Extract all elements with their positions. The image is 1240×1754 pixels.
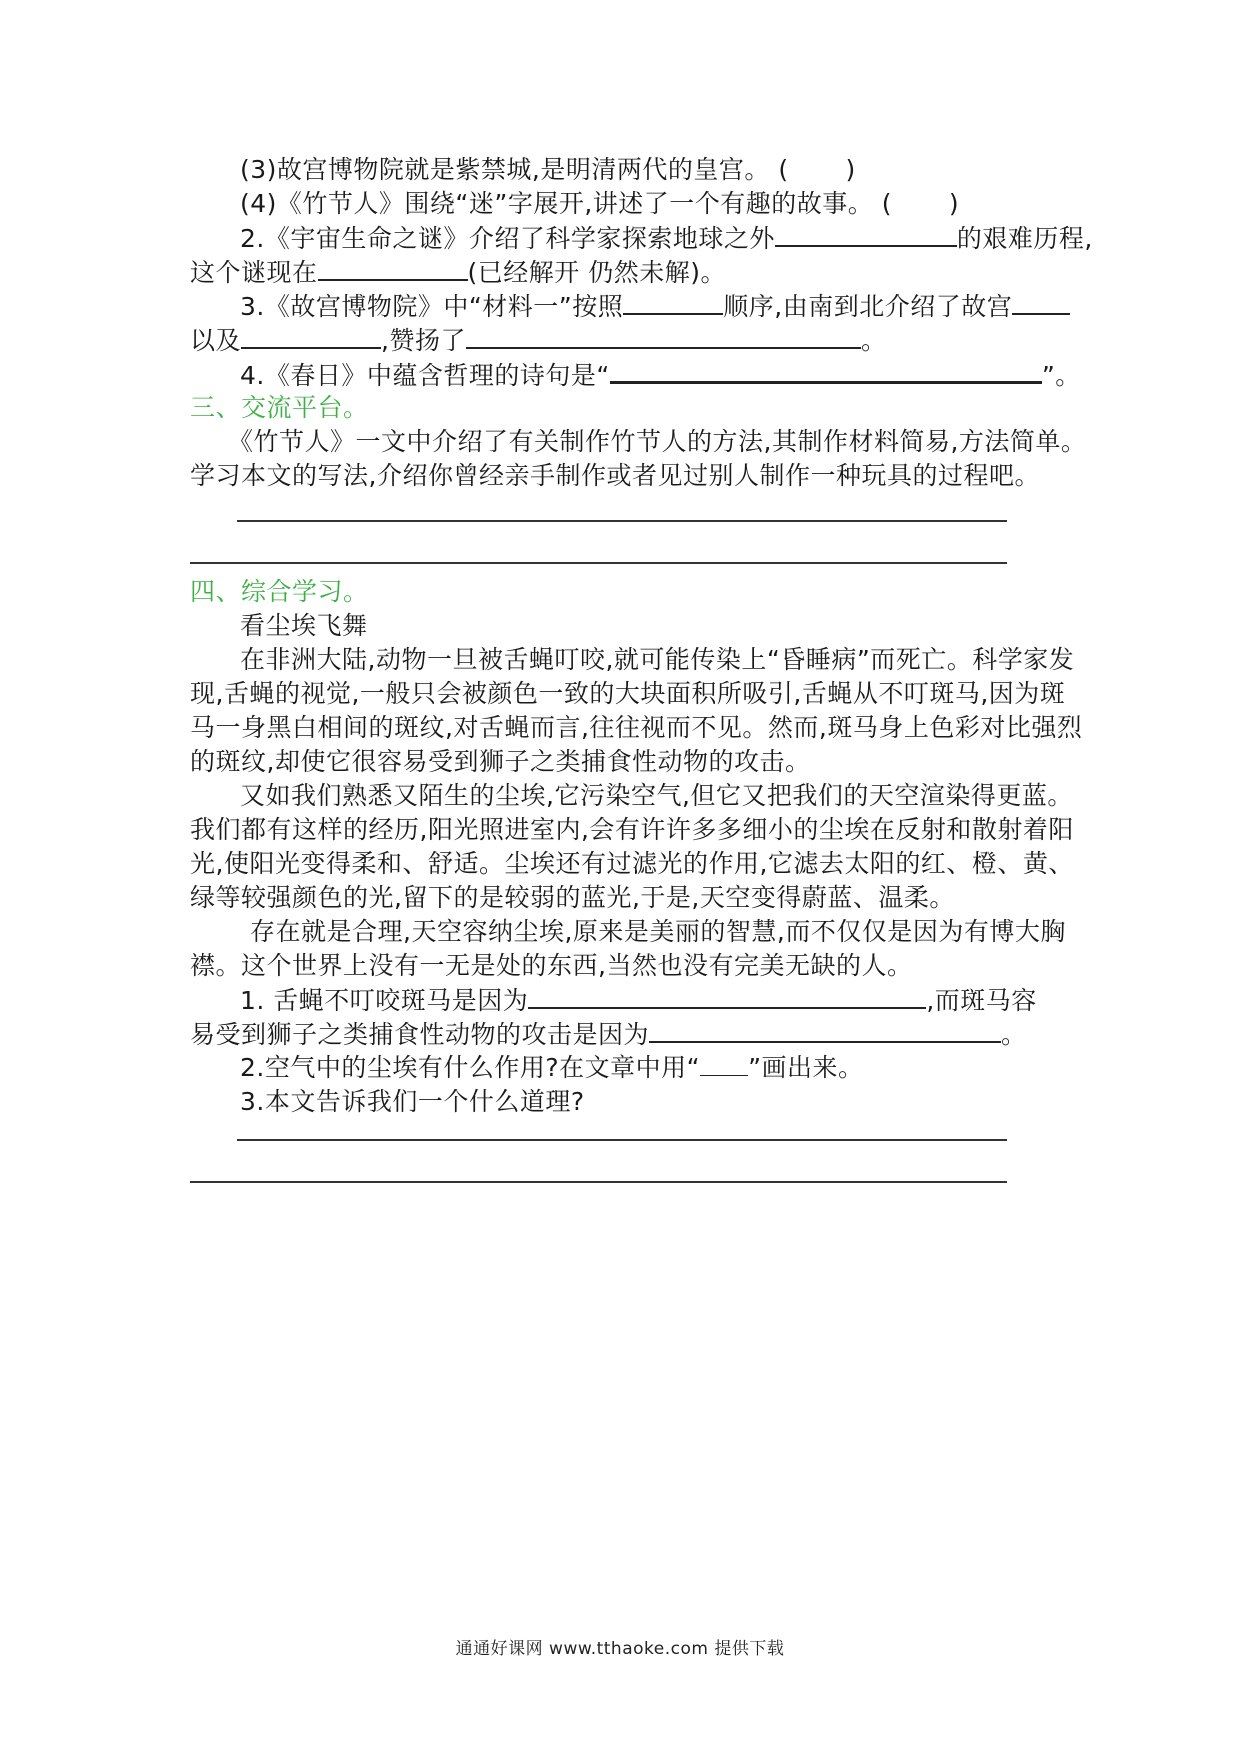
answer-line[interactable]: [237, 520, 1007, 522]
underline-sample: [700, 1053, 748, 1076]
answer-paren-close: ): [948, 189, 960, 218]
question-3-line-2: [190, 323, 886, 358]
fill-blank[interactable]: [241, 323, 381, 349]
comprehension-question-1-text-d: 。: [1001, 1020, 1027, 1049]
comprehension-question-2-text-b: ”画出来。: [748, 1053, 864, 1082]
fill-blank[interactable]: [528, 983, 926, 1009]
article-paragraph-2-line: 我们都有这样的经历,阳光照进室内,会有许许多多细小的尘埃在反射和散射着阳: [190, 815, 1074, 844]
article-paragraph-3-line: 襟。这个世界上没有一无是处的东西,当然也没有完美无缺的人。: [190, 951, 913, 980]
question-1-4: [240, 187, 959, 221]
question-2-text-d: (已经解开 仍然未解)。: [467, 258, 726, 287]
article-paragraph-2-line: 又如我们熟悉又陌生的尘埃,它污染空气,但它又把我们的天空渲染得更蓝。: [240, 781, 1073, 810]
article-paragraph-3-line: 存在就是合理,天空容纳尘埃,原来是美丽的智慧,而不仅仅是因为有博大胸: [250, 917, 1066, 946]
question-4: [240, 357, 1081, 393]
question-2-text-a: 2.《宇宙生命之谜》介绍了科学家探索地球之外: [240, 224, 775, 253]
article-paragraph-2-line: 光,使阳光变得柔和、舒适。尘埃还有过滤光的作用,它滤去太阳的红、橙、黄、: [190, 849, 1074, 878]
question-3-text-a: 3.《故宫博物院》中“材料一”按照: [240, 292, 624, 321]
question-3-text-e: 。: [860, 326, 887, 355]
fill-blank[interactable]: [1012, 289, 1070, 315]
article-title: 看尘埃飞舞: [240, 611, 368, 640]
question-1-3: [240, 153, 856, 187]
section-3-paragraph-2: 学习本文的写法,介绍你曾经亲手制作或者见过别人制作一种玩具的过程吧。: [190, 461, 1040, 490]
question-2-text-c: 这个谜现在: [190, 258, 318, 287]
comprehension-question-1-line-1: [240, 983, 1037, 1018]
fill-blank[interactable]: [466, 323, 861, 349]
fill-blank[interactable]: [318, 255, 468, 281]
question-1-3-text: (3)故宫博物院就是紫禁城,是明清两代的皇宫。: [240, 155, 770, 184]
fill-blank[interactable]: [610, 357, 1042, 384]
answer-paren-open: (: [881, 189, 892, 218]
fill-blank[interactable]: [623, 289, 723, 315]
answer-paren-close: ): [845, 155, 856, 184]
answer-line[interactable]: [190, 562, 1007, 564]
question-2-line-1: [240, 221, 1093, 256]
comprehension-question-2: [240, 1051, 864, 1085]
question-3-text-d: ,赞扬了: [381, 326, 466, 355]
comprehension-question-1-text-b: ,而斑马容: [926, 986, 1037, 1015]
answer-line[interactable]: [237, 1139, 1007, 1141]
question-2-line-2: [190, 255, 726, 290]
article-paragraph-1-line: 的斑纹,却使它很容易受到狮子之类捕食性动物的攻击。: [190, 747, 811, 776]
article-paragraph-1-line: 马一身黑白相间的斑纹,对舌蝇而言,往往视而不见。然而,斑马身上色彩对比强烈: [190, 713, 1083, 742]
comprehension-question-3: 3.本文告诉我们一个什么道理?: [240, 1087, 585, 1116]
comprehension-question-1-text-a: 1. 舌蝇不叮咬斑马是因为: [240, 986, 529, 1015]
section-3-heading: 三、交流平台。: [190, 393, 369, 422]
section-4-heading: 四、综合学习。: [190, 577, 369, 606]
answer-line[interactable]: [190, 1181, 1007, 1183]
comprehension-question-1-text-c: 易受到狮子之类捕食性动物的攻击是因为: [190, 1020, 650, 1049]
question-2-text-b: 的艰难历程,: [956, 224, 1093, 253]
article-paragraph-1-line: 在非洲大陆,动物一旦被舌蝇叮咬,就可能传染上“昏睡病”而死亡。科学家发: [240, 645, 1075, 674]
footer-credit: 通通好课网 www.tthaoke.com 提供下载: [455, 1639, 785, 1659]
question-1-4-text: (4)《竹节人》围绕“迷”字展开,讲述了一个有趣的故事。: [240, 189, 874, 218]
comprehension-question-2-text-a: 2.空气中的尘埃有什么作用?在文章中用“: [240, 1053, 701, 1082]
fill-blank[interactable]: [649, 1017, 1001, 1043]
article-paragraph-2-line: 绿等较强颜色的光,留下的是较弱的蓝光,于是,天空变得蔚蓝、温柔。: [190, 883, 955, 912]
section-3-paragraph-1: 《竹节人》一文中介绍了有关制作竹节人的方法,其制作材料简易,方法简单。: [228, 427, 1087, 456]
fill-blank[interactable]: [775, 221, 957, 247]
question-4-text-a: 4.《春日》中蕴含哲理的诗句是“: [240, 361, 610, 390]
question-4-text-b: ”。: [1041, 361, 1081, 390]
question-3-text-b: 顺序,由南到北介绍了故宫: [723, 292, 1013, 321]
answer-paren-open: (: [778, 155, 789, 184]
question-3-text-c: 以及: [190, 326, 242, 355]
comprehension-question-1-line-2: [190, 1017, 1027, 1052]
question-3-line-1: [240, 289, 1070, 324]
article-paragraph-1-line: 现,舌蝇的视觉,一般只会被颜色一致的大块面积所吸引,舌蝇从不叮斑马,因为斑: [190, 679, 1066, 708]
